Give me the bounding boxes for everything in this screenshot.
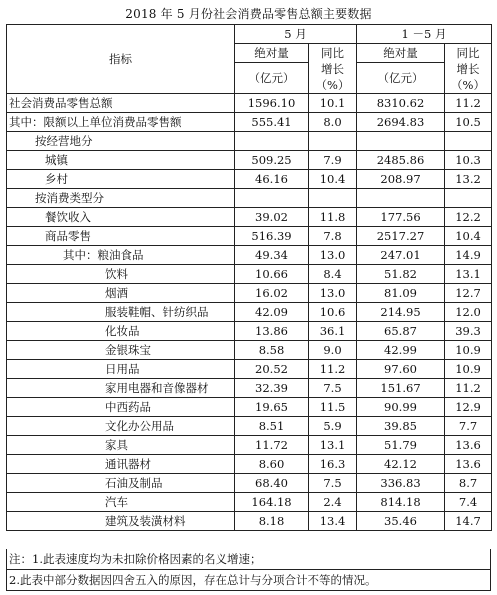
- row-label: 金银珠宝: [7, 341, 235, 360]
- may-value-cell: 20.52: [235, 360, 309, 379]
- table-row: [7, 512, 492, 531]
- may-value-cell: [235, 189, 309, 208]
- table-row: [7, 341, 492, 360]
- ytd-value-cell: 208.97: [357, 170, 445, 189]
- row-label: 石油及制品: [7, 474, 235, 493]
- ytd-growth-cell: 11.2: [445, 94, 492, 113]
- may-growth-cell: 10.6: [309, 303, 357, 322]
- ytd-growth-cell: 7.4: [445, 493, 492, 512]
- may-growth-cell: 5.9: [309, 417, 357, 436]
- table-row: [7, 417, 492, 436]
- row-label: 按经营地分: [7, 132, 235, 151]
- may-growth-cell: 7.5: [309, 474, 357, 493]
- ytd-growth-cell: 10.4: [445, 227, 492, 246]
- row-label: 按消费类型分: [7, 189, 235, 208]
- table-row: [7, 455, 492, 474]
- percent-label: （%）: [451, 77, 485, 92]
- may-value-cell: 8.58: [235, 341, 309, 360]
- table-row: [7, 474, 492, 493]
- ytd-abs-header: 绝对量: [357, 44, 445, 63]
- row-label: 饮料: [7, 265, 235, 284]
- may-value-cell: [235, 132, 309, 151]
- may-growth-cell: 13.4: [309, 512, 357, 531]
- may-header: 5 月: [235, 25, 357, 44]
- ytd-growth-cell: 39.3: [445, 322, 492, 341]
- may-unit-header: （亿元）: [235, 63, 309, 94]
- may-value-cell: 8.51: [235, 417, 309, 436]
- ytd-growth-cell: [445, 189, 492, 208]
- may-growth-cell: 11.2: [309, 360, 357, 379]
- retail-sales-table: [6, 24, 492, 531]
- table-row: [7, 113, 492, 132]
- row-label: 餐饮收入: [7, 208, 235, 227]
- row-label: 家用电器和音像器材: [7, 379, 235, 398]
- row-label: 其中：限额以上单位消费品零售额: [7, 113, 235, 132]
- row-label: 社会消费品零售总额: [7, 94, 235, 113]
- ytd-growth-cell: 13.6: [445, 455, 492, 474]
- ytd-growth-cell: 10.3: [445, 151, 492, 170]
- ytd-value-cell: 336.83: [357, 474, 445, 493]
- note-2: 2.此表中部分数据因四舍五入的原因，存在总计与分项合计不等的情况。: [9, 573, 377, 587]
- table-title: 2018 年 5 月份社会消费品零售总额主要数据: [125, 7, 372, 21]
- ytd-value-cell: 8310.62: [357, 94, 445, 113]
- ytd-value-cell: 35.46: [357, 512, 445, 531]
- table-row: [7, 493, 492, 512]
- ytd-value-cell: [357, 132, 445, 151]
- row-label: 商品零售: [7, 227, 235, 246]
- row-label: 日用品: [7, 360, 235, 379]
- table-row: [7, 303, 492, 322]
- table-row: [7, 94, 492, 113]
- ytd-value-cell: 2694.83: [357, 113, 445, 132]
- may-value-cell: 39.02: [235, 208, 309, 227]
- ytd-growth-cell: 13.2: [445, 170, 492, 189]
- ytd-growth-cell: 12.0: [445, 303, 492, 322]
- ytd-growth-cell: 8.7: [445, 474, 492, 493]
- row-label: 其中：粮油食品: [7, 246, 235, 265]
- table-row: [7, 379, 492, 398]
- yoy-label: 同比: [456, 45, 480, 60]
- may-growth-cell: 11.8: [309, 208, 357, 227]
- ytd-value-cell: 214.95: [357, 303, 445, 322]
- note-1: 注：1.此表速度均为未扣除价格因素的名义增速；: [7, 549, 490, 570]
- may-growth-cell: 8.0: [309, 113, 357, 132]
- ytd-yoy-header: [445, 44, 492, 94]
- table-row: [7, 170, 492, 189]
- ytd-value-cell: 42.12: [357, 455, 445, 474]
- row-label: 家具: [7, 436, 235, 455]
- table-row: [7, 227, 492, 246]
- may-value-cell: 10.66: [235, 265, 309, 284]
- may-value-cell: 68.40: [235, 474, 309, 493]
- ytd-value-cell: 42.99: [357, 341, 445, 360]
- notes: [6, 549, 491, 591]
- ytd-growth-cell: 11.2: [445, 379, 492, 398]
- ytd-growth-cell: 10.9: [445, 360, 492, 379]
- ytd-value-cell: 90.99: [357, 398, 445, 417]
- ytd-value-cell: 51.79: [357, 436, 445, 455]
- row-label: 通讯器材: [7, 455, 235, 474]
- ytd-growth-cell: 14.7: [445, 512, 492, 531]
- row-label: 汽车: [7, 493, 235, 512]
- ytd-growth-cell: 13.6: [445, 436, 492, 455]
- may-growth-cell: 13.0: [309, 284, 357, 303]
- ytd-growth-cell: [445, 132, 492, 151]
- may-yoy-header: [309, 44, 357, 94]
- row-label: 乡村: [7, 170, 235, 189]
- may-growth-cell: 13.1: [309, 436, 357, 455]
- may-value-cell: 46.16: [235, 170, 309, 189]
- ytd-value-cell: [357, 189, 445, 208]
- table-row: [7, 151, 492, 170]
- ytd-value-cell: 51.82: [357, 265, 445, 284]
- ytd-growth-cell: 13.1: [445, 265, 492, 284]
- ytd-value-cell: 2485.86: [357, 151, 445, 170]
- growth-label: 增长: [456, 61, 480, 76]
- ytd-value-cell: 65.87: [357, 322, 445, 341]
- may-growth-cell: 7.5: [309, 379, 357, 398]
- may-value-cell: 8.60: [235, 455, 309, 474]
- may-growth-cell: 7.8: [309, 227, 357, 246]
- table-row: [7, 132, 492, 151]
- ytd-value-cell: 39.85: [357, 417, 445, 436]
- table-row: [7, 436, 492, 455]
- may-growth-cell: 10.1: [309, 94, 357, 113]
- may-growth-cell: 2.4: [309, 493, 357, 512]
- may-growth-cell: 9.0: [309, 341, 357, 360]
- ytd-growth-cell: 14.9: [445, 246, 492, 265]
- ytd-value-cell: 2517.27: [357, 227, 445, 246]
- may-growth-cell: 11.5: [309, 398, 357, 417]
- table-row: [7, 398, 492, 417]
- row-label: 城镇: [7, 151, 235, 170]
- may-value-cell: 516.39: [235, 227, 309, 246]
- ytd-value-cell: 177.56: [357, 208, 445, 227]
- ytd-growth-cell: 10.9: [445, 341, 492, 360]
- row-label: 文化办公用品: [7, 417, 235, 436]
- table-row: [7, 189, 492, 208]
- table-row: [7, 322, 492, 341]
- may-abs-header: 绝对量: [235, 44, 309, 63]
- ytd-unit-header: （亿元）: [357, 63, 445, 94]
- ytd-value-cell: 151.67: [357, 379, 445, 398]
- header-row-1: [7, 25, 492, 44]
- may-growth-cell: 13.0: [309, 246, 357, 265]
- may-value-cell: 49.34: [235, 246, 309, 265]
- table-row: [7, 360, 492, 379]
- ytd-growth-cell: 12.7: [445, 284, 492, 303]
- row-label: 中西药品: [7, 398, 235, 417]
- may-value-cell: 13.86: [235, 322, 309, 341]
- may-growth-cell: 36.1: [309, 322, 357, 341]
- ytd-growth-cell: 10.5: [445, 113, 492, 132]
- growth-label: 增长: [321, 61, 344, 76]
- row-label: 烟酒: [7, 284, 235, 303]
- yoy-label: 同比: [321, 45, 344, 60]
- row-label: 建筑及装潢材料: [7, 512, 235, 531]
- may-growth-cell: 16.3: [309, 455, 357, 474]
- may-value-cell: 32.39: [235, 379, 309, 398]
- jan-may-header: 1 －5 月: [357, 25, 492, 44]
- row-label: 化妆品: [7, 322, 235, 341]
- ytd-value-cell: 97.60: [357, 360, 445, 379]
- may-value-cell: 8.18: [235, 512, 309, 531]
- may-value-cell: 42.09: [235, 303, 309, 322]
- may-value-cell: 164.18: [235, 493, 309, 512]
- table-row: [7, 284, 492, 303]
- table-row: [7, 208, 492, 227]
- may-value-cell: 1596.10: [235, 94, 309, 113]
- ytd-growth-cell: 12.2: [445, 208, 492, 227]
- ytd-value-cell: 247.01: [357, 246, 445, 265]
- may-growth-cell: 10.4: [309, 170, 357, 189]
- may-value-cell: 19.65: [235, 398, 309, 417]
- may-growth-cell: 7.9: [309, 151, 357, 170]
- may-value-cell: 555.41: [235, 113, 309, 132]
- row-label: 服装鞋帽、针纺织品: [7, 303, 235, 322]
- may-growth-cell: [309, 189, 357, 208]
- table-row: [7, 265, 492, 284]
- may-value-cell: 11.72: [235, 436, 309, 455]
- percent-label: （%）: [315, 77, 350, 92]
- table-row: [7, 246, 492, 265]
- ytd-growth-cell: 12.9: [445, 398, 492, 417]
- ytd-growth-cell: 7.7: [445, 417, 492, 436]
- may-value-cell: 509.25: [235, 151, 309, 170]
- indicator-header: 指标: [7, 25, 235, 94]
- may-value-cell: 16.02: [235, 284, 309, 303]
- may-growth-cell: 8.4: [309, 265, 357, 284]
- ytd-value-cell: 814.18: [357, 493, 445, 512]
- ytd-value-cell: 81.09: [357, 284, 445, 303]
- may-growth-cell: [309, 132, 357, 151]
